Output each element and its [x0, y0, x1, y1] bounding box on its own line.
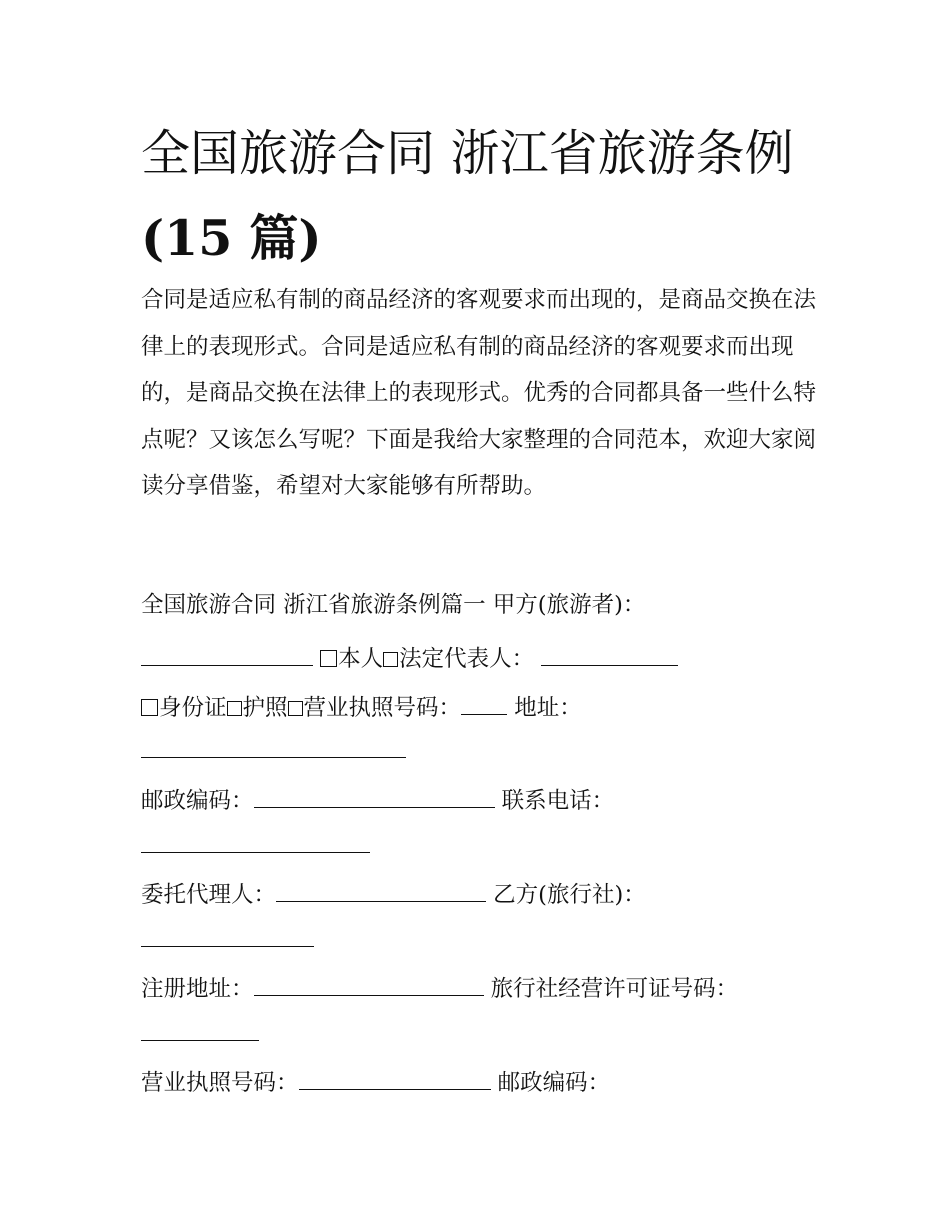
- document-title: [141, 112, 821, 281]
- checkbox-passport[interactable]: [227, 701, 242, 716]
- form-line-id: [141, 692, 582, 723]
- postcode-b-label: 邮政编码：: [497, 1070, 611, 1096]
- license-b-blank[interactable]: [299, 1067, 491, 1090]
- license-label: 营业执照号码：: [303, 695, 462, 721]
- id-label: 身份证: [159, 695, 227, 721]
- form-line-postcode: [141, 785, 614, 816]
- form-line-phone-blank: [141, 830, 370, 861]
- passport-label: 护照: [242, 695, 288, 721]
- permit-label: 旅行社经营许可证号码：: [490, 976, 739, 1002]
- rep-label: 法定代表人：: [399, 646, 535, 672]
- form-line-party-b-blank: [141, 924, 314, 955]
- agent-blank[interactable]: [276, 879, 486, 902]
- checkbox-license[interactable]: [288, 701, 303, 716]
- intro-paragraph: 合同是适应私有制的商品经济的客观要求而出现的，是商品交换在法律上的表现形式。合同是适应私有制的商品经济的客观要求而出现的，是商品交换在法律上的表现形式。优秀的合同都具备一些什么特点呢？又该怎么写呢？下面是我给大家整理的合同范本，欢迎大家阅读分享借鉴，希望对大家能够有所帮助。: [141, 287, 817, 499]
- phone-blank[interactable]: [141, 830, 370, 853]
- form-line-agent: [141, 879, 646, 910]
- name-blank[interactable]: [141, 643, 313, 666]
- address-blank[interactable]: [141, 735, 406, 758]
- checkbox-id-card[interactable]: [141, 699, 158, 716]
- form-line-party-a-name: [141, 643, 678, 674]
- license-blank[interactable]: [461, 692, 507, 715]
- form-line-address-blank: [141, 735, 406, 766]
- form-line-reg-address: [141, 973, 738, 1004]
- address-label: 地址：: [514, 695, 582, 721]
- phone-label: 联系电话：: [501, 788, 615, 814]
- form-line-permit-blank: [141, 1018, 259, 1049]
- checkbox-self[interactable]: [320, 650, 337, 667]
- section-heading: 全国旅游合同 浙江省旅游条例篇一 甲方(旅游者)：: [141, 592, 646, 618]
- agent-label: 委托代理人：: [141, 882, 277, 908]
- party-b-blank[interactable]: [141, 924, 314, 947]
- title-line-1: 全国旅游合同 浙江省旅游条例: [141, 125, 794, 182]
- checkbox-legal-rep[interactable]: [383, 652, 398, 667]
- form-line-license-b: [141, 1067, 610, 1098]
- reg-address-label: 注册地址：: [141, 976, 254, 1002]
- rep-blank[interactable]: [541, 643, 678, 666]
- postcode-label: 邮政编码：: [141, 788, 254, 814]
- postcode-blank[interactable]: [254, 785, 495, 808]
- permit-blank[interactable]: [141, 1018, 259, 1041]
- reg-address-blank[interactable]: [254, 973, 484, 996]
- self-label: 本人: [338, 646, 384, 672]
- license-b-label: 营业执照号码：: [141, 1070, 299, 1096]
- title-line-2: (15 篇): [141, 209, 322, 267]
- party-b-label: 乙方(旅行社)：: [493, 882, 646, 908]
